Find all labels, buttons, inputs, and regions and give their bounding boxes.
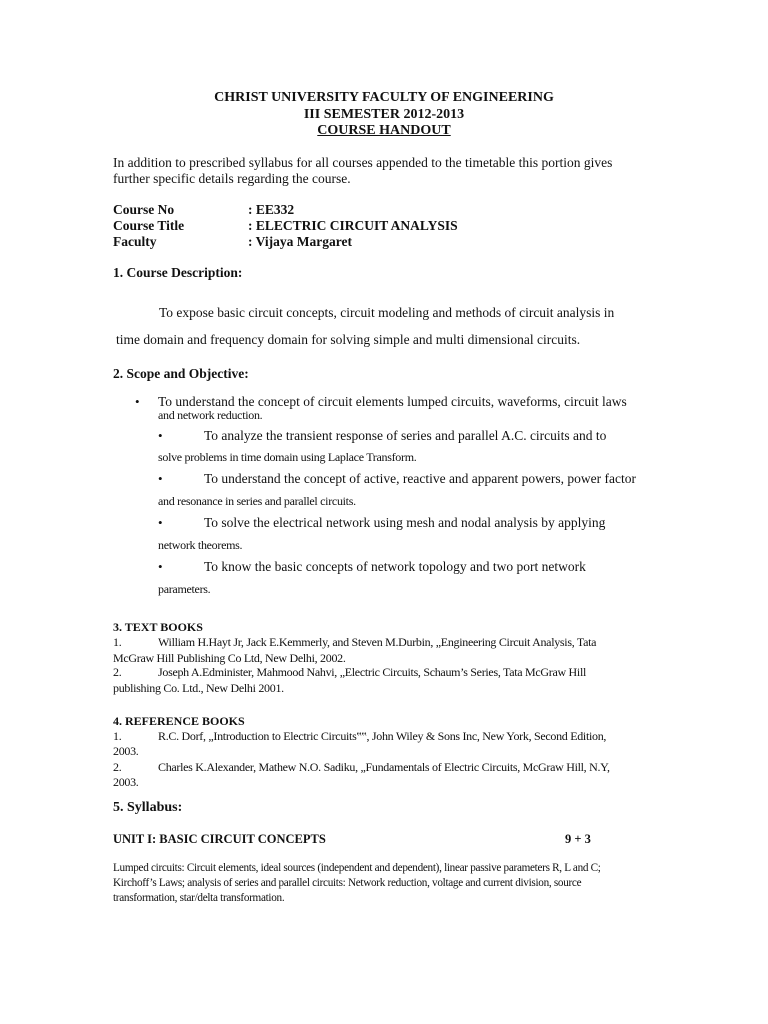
section-5-heading: 5. Syllabus: bbox=[113, 800, 183, 815]
objective-2-line-2: solve problems in time domain using Laplace Transform. bbox=[158, 450, 417, 464]
unit-1-line-2: Kirchoff’s Laws; analysis of series and parallel circuits: Network reduction, voltage and current division, source bbox=[113, 877, 582, 889]
course-title-label: Course Title bbox=[113, 218, 185, 233]
objective-2-line-1: To analyze the transient response of series and parallel A.C. circuits and to bbox=[204, 428, 607, 443]
intro-line-1: In addition to prescribed syllabus for all courses appended to the timetable this portion gives bbox=[113, 155, 613, 170]
text-book-2-line-2: publishing Co. Ltd., New Delhi 2001. bbox=[113, 681, 284, 695]
course-description-line-2: time domain and frequency domain for solving simple and multi dimensional circuits. bbox=[116, 332, 581, 347]
course-description-line-1: To expose basic circuit concepts, circuit modeling and methods of circuit analysis in bbox=[159, 305, 615, 320]
reference-2-line-2: 2003. bbox=[113, 775, 139, 789]
section-2-heading: 2. Scope and Objective: bbox=[113, 366, 249, 381]
section-1-heading: 1. Course Description: bbox=[113, 265, 243, 280]
semester-title: III SEMESTER 2012-2013 bbox=[303, 107, 465, 122]
course-no-label: Course No bbox=[113, 202, 175, 217]
bullet-icon: • bbox=[158, 428, 163, 443]
bullet-icon: • bbox=[158, 559, 163, 574]
objective-3-line-2: and resonance in series and parallel circuits. bbox=[158, 494, 356, 508]
objective-1-line-2: and network reduction. bbox=[158, 408, 263, 422]
text-book-1-line-2: McGraw Hill Publishing Co Ltd, New Delhi, 2002. bbox=[113, 651, 346, 665]
bullet-icon: • bbox=[158, 515, 163, 530]
reference-1-line-2: 2003. bbox=[113, 744, 139, 758]
handout-title: COURSE HANDOUT bbox=[317, 123, 451, 138]
bullet-icon: • bbox=[158, 471, 163, 486]
text-book-1-number: 1. bbox=[113, 635, 122, 649]
faculty-label: Faculty bbox=[113, 234, 157, 249]
unit-1-hours: 9 + 3 bbox=[565, 832, 591, 846]
university-title: CHRIST UNIVERSITY FACULTY OF ENGINEERING bbox=[214, 90, 554, 105]
course-title-value: : ELECTRIC CIRCUIT ANALYSIS bbox=[248, 218, 458, 233]
objective-3-line-1: To understand the concept of active, reactive and apparent powers, power factor bbox=[204, 471, 636, 486]
objective-4-line-1: To solve the electrical network using mesh and nodal analysis by applying bbox=[204, 515, 606, 530]
reference-1-number: 1. bbox=[113, 729, 122, 743]
unit-1-line-1: Lumped circuits: Circuit elements, ideal sources (independent and dependent), linear passive parameters R, L and C; bbox=[113, 862, 601, 874]
reference-2-line-1: Charles K.Alexander, Mathew N.O. Sadiku, „Fundamentals of Electric Circuits, McGraw Hill, N.Y, bbox=[158, 760, 610, 774]
reference-2-number: 2. bbox=[113, 760, 122, 774]
section-3-heading: 3. TEXT BOOKS bbox=[113, 620, 203, 634]
objective-1-line-1: To understand the concept of circuit elements lumped circuits, waveforms, circuit laws bbox=[158, 394, 627, 409]
intro-line-2: further specific details regarding the course. bbox=[113, 171, 351, 186]
unit-1-line-3: transformation, star/delta transformation. bbox=[113, 892, 285, 904]
reference-1-line-1: R.C. Dorf, „Introduction to Electric Circuits‟‟, John Wiley & Sons Inc, New York, Second Edition, bbox=[158, 729, 607, 743]
text-book-2-number: 2. bbox=[113, 665, 122, 679]
faculty-value: : Vijaya Margaret bbox=[248, 234, 352, 249]
objective-4-line-2: network theorems. bbox=[158, 538, 243, 552]
objective-5-line-1: To know the basic concepts of network topology and two port network bbox=[204, 559, 586, 574]
text-book-1-line-1: William H.Hayt Jr, Jack E.Kemmerly, and Steven M.Durbin, „Engineering Circuit Analysis, Tata bbox=[158, 635, 597, 649]
unit-1-title: UNIT I: BASIC CIRCUIT CONCEPTS bbox=[113, 832, 326, 846]
text-book-2-line-1: Joseph A.Edminister, Mahmood Nahvi, „Electric Circuits, Schaum’s Series, Tata McGraw Hill bbox=[158, 665, 587, 679]
course-no-value: : EE332 bbox=[248, 202, 295, 217]
section-4-heading: 4. REFERENCE BOOKS bbox=[113, 714, 245, 728]
objective-5-line-2: parameters. bbox=[158, 582, 211, 596]
bullet-icon: • bbox=[135, 394, 140, 409]
